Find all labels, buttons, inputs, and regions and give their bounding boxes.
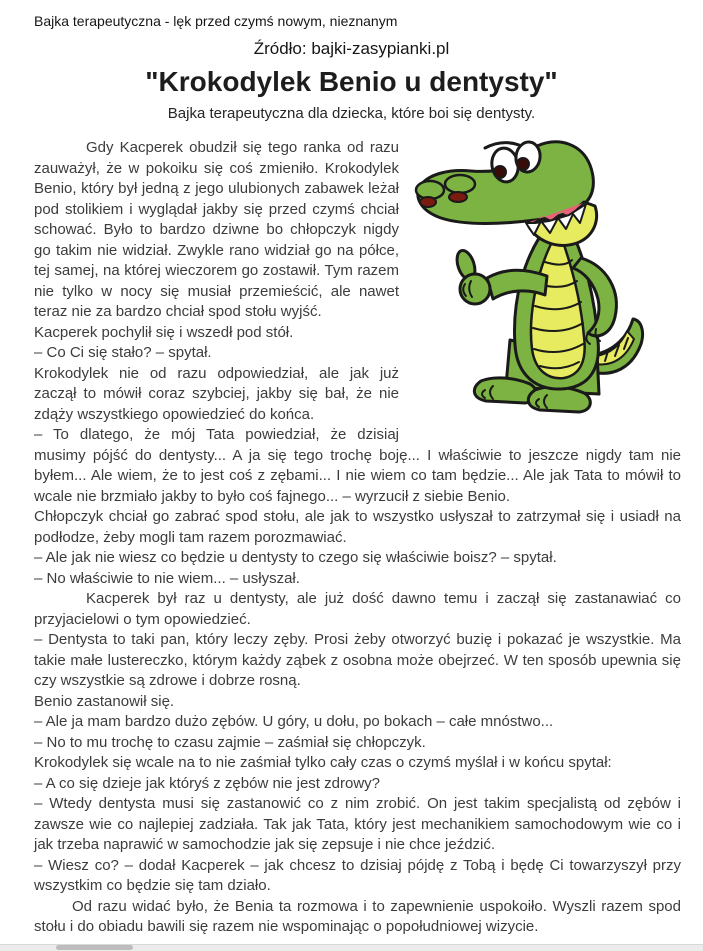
story-paragraph: – Wiesz co? – dodał Kacperek – jak chcesz to dzisiaj pójdę z Tobą i będę Ci towarzyszył przy wszystkim co będzie się tam działo. — [34, 856, 681, 894]
horizontal-scrollbar-track[interactable] — [0, 944, 703, 951]
story-paragraph: – Wtedy dentysta musi się zastanowić co z nim zrobić. On jest takim specjalistą od zębów i zawsze wie co najlepiej zadziała. Tak jak Tata, który jest mechanikiem samochodowym wie co i jak trzeba naprawić w samochodzie jak się zepsuje i nie chce jeździć. — [34, 795, 681, 853]
story-paragraph: – To dlatego, że mój Tata powiedział, że dzisiaj musimy pójść do dentysty... A ja się tego trochę boję... I właściwie to jeszcze nigdy tam nie byłem... Ale wiem, że to jest coś z zębami... I nie wiem co tam będzie... Ale jak Tata to mówił to wcale nie brzmiało jakby to było coś fajnego... – wyrzucił z siebie Benio. — [34, 426, 681, 505]
story-paragraph: Gdy Kacperek obudził się tego ranka od razu zauważył, że w pokoiku się coś zmieniło. Krokodylek Benio, który był jedną z jego ulubionych zabawek leżał pod stolikiem i wyglądał jakby się przed czymś chciał schować. Było to bardzo dziwne bo chłopczyk nigdy go takim nie widział. Zwykle rano widział go na półce, tej samej, na której wieczorem go zostawił. Tym razem nie tylko w nocy się musiał przemieścić, ale nawet teraz nie za bardzo chciał spod stołu wyjść. — [34, 139, 399, 320]
story-paragraph: Kacperek był raz u dentysty, ale już dość dawno temu i zaczął się zastanawiać co przyjacielowi o tym opowiedzieć. — [34, 590, 681, 628]
story-paragraph: – A co się dzieje jak któryś z zębów nie jest zdrowy? — [34, 774, 380, 792]
category-line: Bajka terapeutyczna - lęk przed czymś nowym, nieznanym — [34, 13, 398, 29]
story-body — [0, 138, 703, 938]
story-paragraph: – Ale ja mam bardzo dużo zębów. U góry, u dołu, po bokach – całe mnóstwo... — [34, 713, 554, 730]
story-paragraph: Od razu widać było, że Benia ta rozmowa i to zapewnienie uspokoiło. Wyszli razem spod stołu i do obiadu bawili się razem nie wspominając o popołudniowej wizycie. — [34, 897, 681, 935]
story-paragraph: Kacperek pochylił się i wszedł pod stół. — [34, 323, 294, 341]
source-line: Źródło: bajki-zasypianki.pl — [253, 39, 450, 58]
story-paragraph: – Ale jak nie wiesz co będzie u dentysty to czego się właściwie boisz? – spytał. — [34, 549, 557, 566]
horizontal-scrollbar-thumb[interactable] — [56, 945, 133, 950]
story-paragraph: – No to mu trochę to czasu zajmie – zaśmiał się chłopczyk. — [34, 733, 426, 751]
subtitle: Bajka terapeutyczna dla dziecka, które boi się dentysty. — [167, 105, 536, 122]
story-paragraph: – No właściwie to nie wiem... – usłyszał. — [34, 569, 300, 587]
story-paragraph: Chłopczyk chciał go zabrać spod stołu, ale jak to wszystko usłyszał to zatrzymał się i usiadł na podłodze, żeby mogli tam razem porozmawiać. — [34, 508, 681, 546]
story-paragraph: Krokodylek się wcale na to nie zaśmiał tylko cały czas o czymś myślał i w końcu spytał: — [34, 754, 612, 771]
crocodile-illustration — [409, 138, 681, 422]
crocodile-svg — [409, 138, 681, 422]
story-paragraph: – Dentysta to taki pan, który leczy zęby. Prosi żeby otworzyć buzię i pokazać je wszystkie. Ma takie małe lustereczko, którym każdy ząbek z osobna może obejrzeć. W ten sposób upewnia się czy wszystkie są zdrowe i dobrze rosną. — [34, 631, 681, 689]
story-paragraph: Benio zastanowił się. — [34, 692, 175, 710]
story-paragraph: Krokodylek nie od razu odpowiedział, ale jak już zaczął to mówił coraz szybciej, jakby się bał, że nie zdąży wszystkiego opowiedzieć do końca. — [34, 364, 399, 423]
page-title: "Krokodylek Benio u dentysty" — [145, 66, 558, 97]
story-paragraph: – Co Ci się stało? – spytał. — [34, 344, 212, 361]
